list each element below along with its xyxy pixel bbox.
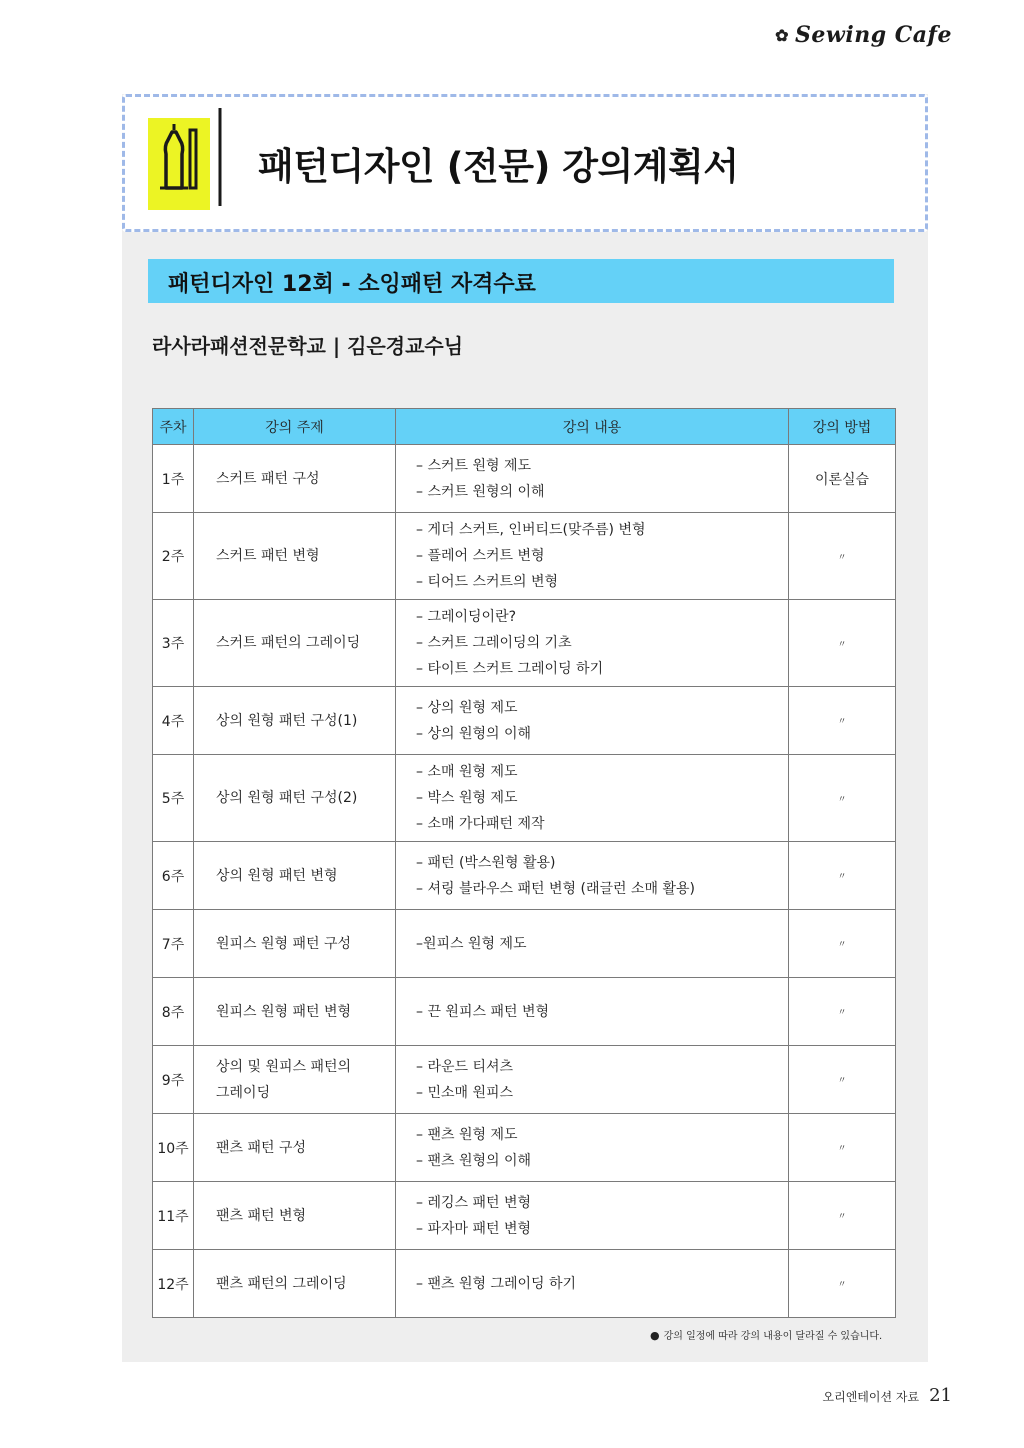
table-row bbox=[153, 755, 896, 842]
week-cell: 8주 bbox=[153, 978, 194, 1046]
table-row bbox=[153, 600, 896, 687]
course-subtitle: 패턴디자인 12회 - 소잉패턴 자격수료 bbox=[168, 272, 536, 297]
week-cell: 5주 bbox=[153, 755, 194, 842]
topic-line: 상의 원형 패턴 구성(1) bbox=[216, 712, 358, 729]
method-cell: 〃 bbox=[789, 842, 896, 910]
topic-line: 팬츠 패턴의 그레이딩 bbox=[216, 1275, 347, 1292]
topic-line: 원피스 원형 패턴 구성 bbox=[216, 935, 352, 952]
content-cell bbox=[396, 1182, 789, 1250]
dress-pattern-icon bbox=[150, 104, 230, 208]
topic-cell bbox=[194, 910, 396, 978]
content-line: – 게더 스커트, 인버티드(맞주름) 변형 bbox=[416, 522, 646, 538]
topic-cell bbox=[194, 978, 396, 1046]
table-header-row bbox=[153, 409, 896, 445]
method-cell: 〃 bbox=[789, 513, 896, 600]
content-cell bbox=[396, 687, 789, 755]
page-number: 21 bbox=[929, 1385, 952, 1406]
content-line: – 타이트 스커트 그레이딩 하기 bbox=[416, 661, 604, 677]
content-line: – 플레어 스커트 변형 bbox=[416, 548, 545, 564]
table-row bbox=[153, 1114, 896, 1182]
topic-line: 상의 원형 패턴 구성(2) bbox=[216, 790, 358, 806]
content-line: – 라운드 티셔츠 bbox=[416, 1058, 514, 1075]
week-cell: 9주 bbox=[153, 1046, 194, 1114]
content-line: – 민소매 원피스 bbox=[416, 1084, 514, 1101]
content-cell bbox=[396, 600, 789, 687]
week-cell: 6주 bbox=[153, 842, 194, 910]
content-cell bbox=[396, 755, 789, 842]
method-cell: 〃 bbox=[789, 600, 896, 687]
topic-line: 원피스 원형 패턴 변형 bbox=[216, 1003, 352, 1020]
week-cell: 12주 bbox=[153, 1250, 194, 1318]
header-topic: 강의 주제 bbox=[194, 409, 396, 445]
table-row bbox=[153, 978, 896, 1046]
content-cell bbox=[396, 1046, 789, 1114]
content-line: – 셔링 블라우스 패턴 변형 (래글런 소매 활용) bbox=[416, 880, 695, 897]
brand-logo bbox=[775, 22, 952, 48]
content-line: – 패턴 (박스원형 활용) bbox=[416, 854, 556, 871]
content-line: – 파자마 패턴 변형 bbox=[416, 1220, 532, 1237]
topic-cell bbox=[194, 842, 396, 910]
content-line: – 상의 원형 제도 bbox=[416, 699, 518, 716]
footer-label: 오리엔테이션 자료 bbox=[822, 1390, 920, 1404]
content-line: – 스커트 원형의 이해 bbox=[416, 483, 545, 500]
topic-line: 상의 및 원피스 패턴의 bbox=[216, 1058, 352, 1075]
topic-line: 팬츠 패턴 변형 bbox=[216, 1207, 307, 1224]
content-line: – 팬츠 원형 그레이딩 하기 bbox=[416, 1275, 577, 1292]
page-title: 패턴디자인 (전문) 강의계획서 bbox=[258, 145, 739, 188]
table-row bbox=[153, 1250, 896, 1318]
topic-line: 팬츠 패턴 구성 bbox=[216, 1139, 307, 1156]
table-row bbox=[153, 687, 896, 755]
content-line: – 스커트 그레이딩의 기초 bbox=[416, 635, 572, 651]
week-cell: 11주 bbox=[153, 1182, 194, 1250]
method-cell: 〃 bbox=[789, 687, 896, 755]
header-week: 주차 bbox=[153, 409, 194, 445]
content-line: – 소매 가다패턴 제작 bbox=[416, 816, 545, 832]
sewing-sprig-icon: ✿ bbox=[775, 25, 790, 45]
content-line: – 스커트 원형 제도 bbox=[416, 457, 532, 474]
topic-line: 스커트 패턴 변형 bbox=[216, 548, 320, 564]
content-cell bbox=[396, 1114, 789, 1182]
note-bullet: ● bbox=[650, 1329, 660, 1342]
topic-cell bbox=[194, 445, 396, 513]
content-cell bbox=[396, 513, 789, 600]
content-line: – 티어드 스커트의 변형 bbox=[416, 574, 559, 590]
school-instructor: 라사라패션전문학교 | 김은경교수님 bbox=[152, 334, 464, 358]
topic-cell bbox=[194, 513, 396, 600]
week-cell: 2주 bbox=[153, 513, 194, 600]
method-cell: 〃 bbox=[789, 1046, 896, 1114]
method-cell: 〃 bbox=[789, 910, 896, 978]
content-line: – 그레이딩이란? bbox=[416, 609, 517, 625]
topic-cell bbox=[194, 1114, 396, 1182]
lecture-plan-table bbox=[152, 408, 896, 1318]
topic-line: 스커트 패턴의 그레이딩 bbox=[216, 635, 361, 651]
schedule-note bbox=[650, 1327, 882, 1342]
table-row bbox=[153, 513, 896, 600]
content-line: – 팬츠 원형 제도 bbox=[416, 1126, 518, 1143]
topic-line: 상의 원형 패턴 변형 bbox=[216, 867, 338, 884]
week-cell: 1주 bbox=[153, 445, 194, 513]
content-line: – 소매 원형 제도 bbox=[416, 764, 518, 780]
content-cell bbox=[396, 910, 789, 978]
table-row bbox=[153, 842, 896, 910]
content-line: – 박스 원형 제도 bbox=[416, 790, 518, 806]
method-cell: 〃 bbox=[789, 978, 896, 1046]
method-cell: 〃 bbox=[789, 1114, 896, 1182]
topic-cell bbox=[194, 1182, 396, 1250]
content-cell bbox=[396, 1250, 789, 1318]
note-text: 강의 일정에 따라 강의 내용이 달라질 수 있습니다. bbox=[663, 1331, 883, 1342]
content-line: – 팬츠 원형의 이해 bbox=[416, 1152, 532, 1169]
method-cell: 〃 bbox=[789, 755, 896, 842]
content-line: – 레깅스 패턴 변형 bbox=[416, 1194, 532, 1211]
content-line: – 상의 원형의 이해 bbox=[416, 725, 532, 742]
header-content: 강의 내용 bbox=[396, 409, 789, 445]
topic-cell bbox=[194, 755, 396, 842]
topic-cell bbox=[194, 1250, 396, 1318]
brand-name: Sewing Cafe bbox=[795, 22, 952, 48]
topic-line: 그레이딩 bbox=[216, 1084, 271, 1101]
table-row bbox=[153, 445, 896, 513]
method-cell: 〃 bbox=[789, 1250, 896, 1318]
header-method: 강의 방법 bbox=[789, 409, 896, 445]
content-cell bbox=[396, 445, 789, 513]
week-cell: 3주 bbox=[153, 600, 194, 687]
topic-cell bbox=[194, 1046, 396, 1114]
content-cell bbox=[396, 978, 789, 1046]
page-footer bbox=[823, 1385, 952, 1406]
content-line: –원피스 원형 제도 bbox=[416, 935, 527, 952]
table-row bbox=[153, 1046, 896, 1114]
table-row bbox=[153, 910, 896, 978]
topic-line: 스커트 패턴 구성 bbox=[216, 470, 320, 487]
method-cell: 〃 bbox=[789, 1182, 896, 1250]
week-cell: 7주 bbox=[153, 910, 194, 978]
topic-cell bbox=[194, 687, 396, 755]
week-cell: 10주 bbox=[153, 1114, 194, 1182]
topic-cell bbox=[194, 600, 396, 687]
method-cell: 이론실습 bbox=[789, 445, 896, 513]
content-cell bbox=[396, 842, 789, 910]
content-line: – 끈 원피스 패턴 변형 bbox=[416, 1003, 549, 1020]
table-row bbox=[153, 1182, 896, 1250]
week-cell: 4주 bbox=[153, 687, 194, 755]
